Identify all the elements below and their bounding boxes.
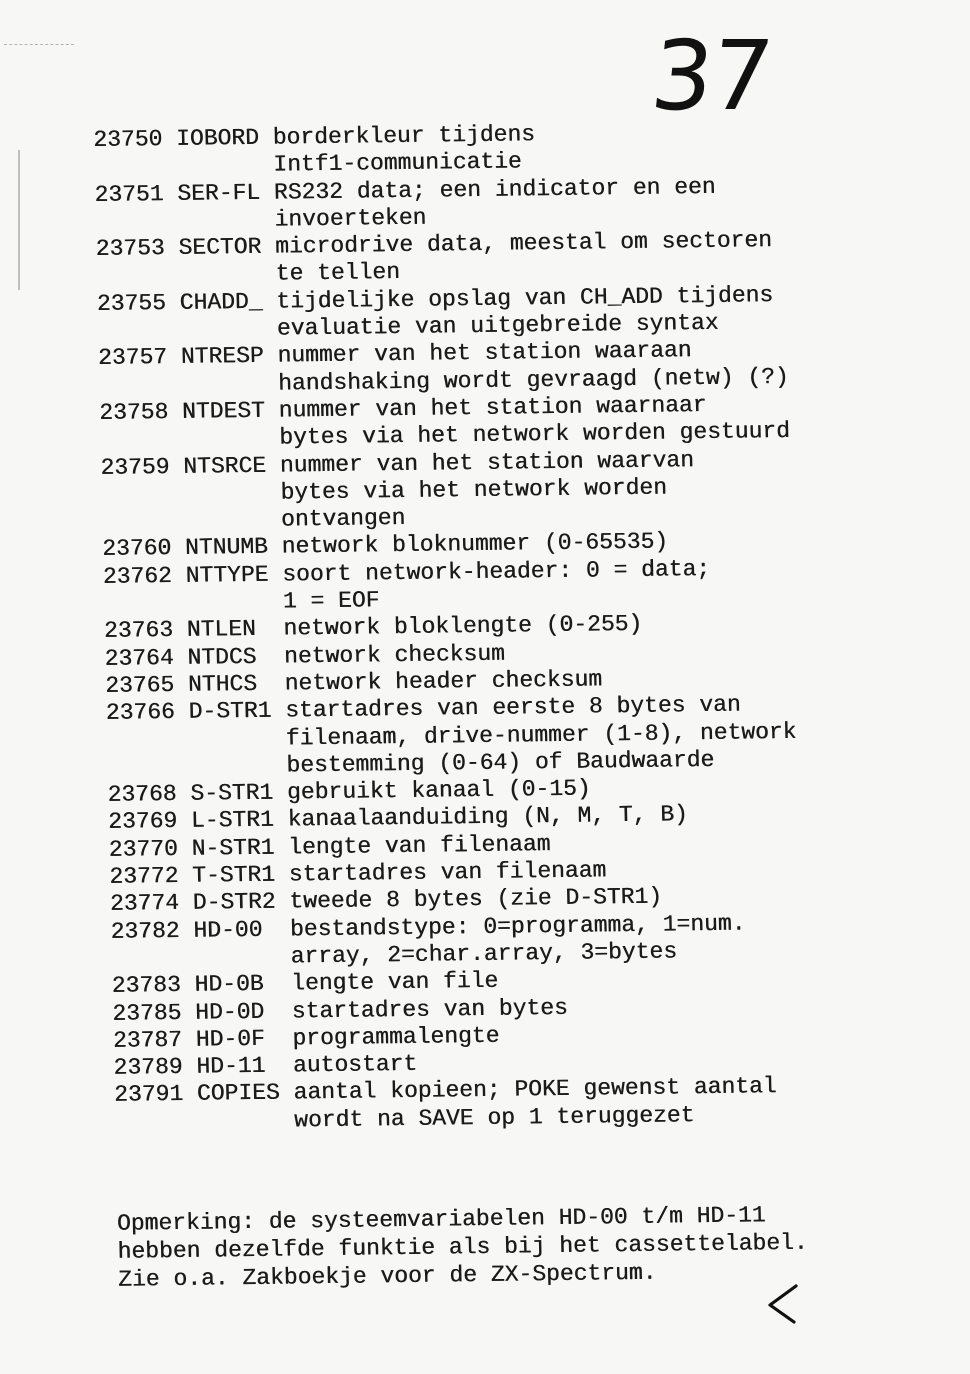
system-variables-list [93,118,809,1294]
sysvar-description [277,336,789,397]
description-line: lengte van filenaam [287,830,551,861]
sysvar-description [287,776,591,807]
description-line: invoerteken [274,204,427,233]
remark-line: Zie o.a. Zakboekje voor de ZX-Spectrum. [117,1259,657,1293]
sysvar-name: D-STR1 [188,697,272,726]
description-line: network bloknummer (0-65535) [281,528,669,561]
sysvar-description [274,173,717,233]
sysvar-name: L-STR1 [190,807,275,835]
description-line: bestandstype: 0=programma, 1=num. [289,910,746,943]
sysvar-name: D-STR2 [192,888,276,917]
description-line: bestemming (0-64) of Baudwaarde [286,746,715,779]
sysvar-entry [94,173,785,237]
sysvar-description [272,121,535,179]
sysvar-address: 23789 [113,1054,183,1081]
sysvar-address: 23791 [113,1081,184,1109]
sysvar-description [287,802,688,835]
description-line: kanaalaanduiding (N, M, T, B) [287,801,689,833]
sysvar-name: NTHCS [187,670,258,698]
description-line: array, 2=char.array, 3=bytes [290,938,678,970]
sysvar-entry [95,227,786,291]
description-line: te tellen [275,259,401,288]
description-line: startadres van bytes [291,994,569,1024]
sysvar-entry [98,336,789,400]
description-line: programmalengte [292,1022,500,1052]
sysvar-address: 23770 [108,835,179,863]
remark-line: Opmerking: de systeemvariabelen HD-00 t/m HD-11 [116,1202,766,1237]
sysvar-description [288,857,606,888]
sysvar-name: CHADD_ [179,288,263,316]
sysvar-address: 23750 [93,126,163,153]
description-line: evaluatie van uitgebreide syntax [276,309,719,342]
sysvar-name: NTRESP [180,343,264,371]
sysvar-name: NTNUMB [184,534,269,562]
sysvar-name: HD-00 [193,916,263,944]
sysvar-entry [93,118,784,182]
description-line: startadres van eerste 8 bytes van [284,691,741,724]
description-line: filenaam, drive-nummer (1-8), network [285,718,797,752]
sysvar-name: NTDEST [181,397,266,425]
sysvar-name: HD-0F [195,1025,266,1053]
description-line: nummer van het station waarnaar [278,391,707,424]
sysvar-description [284,640,505,670]
sysvar-address: 23782 [110,917,180,945]
sysvar-address: 23766 [105,699,176,727]
sysvar-address: 23751 [94,180,164,208]
description-line: lengte van file [290,967,499,997]
description-line: 1 = EOF [282,587,380,615]
sysvar-description [282,556,711,616]
sysvar-address: 23769 [107,808,178,836]
sysvar-address: 23787 [112,1026,183,1054]
remark-note [117,1201,809,1294]
sysvar-description [275,227,773,288]
sysvar-address: 23763 [103,617,174,645]
description-line: handshaking wordt gevraagd (netw) (?) [277,363,789,397]
sysvar-address: 23757 [97,344,168,372]
sysvar-entry [103,555,794,619]
scan-edge-line [18,150,20,290]
description-line: nummer van het station waarvan [279,446,695,479]
description-line: ontvangen [280,505,406,533]
sysvar-address: 23753 [95,235,165,263]
sysvar-name: HD-0D [194,998,265,1026]
sysvar-name: IOBORD [175,124,260,152]
sysvar-address: 23765 [104,671,175,699]
description-line: network header checksum [284,666,603,697]
sysvar-description [276,282,774,343]
sysvar-name: HD-0B [194,971,264,998]
sysvar-entry [100,445,792,536]
description-line: startadres van filenaam [288,857,607,888]
description-line: nummer van het station waaraan [277,337,692,369]
sysvar-description [293,1074,777,1135]
description-line: gebruikt kanaal (0-15) [286,775,591,806]
sysvar-name: HD-11 [196,1052,266,1080]
description-line: bytes via het network worden [280,474,668,506]
sysvar-entry [110,909,801,973]
sysvar-address: 23785 [112,999,182,1027]
sysvar-name: T-STR1 [191,861,276,889]
sysvar-entry [99,391,790,455]
description-line: microdrive data, meestal om sectoren [274,227,773,260]
description-line: aantal kopieen; POKE gewenst aantal [293,1073,777,1106]
sysvar-address: 23758 [98,399,169,426]
sysvar-description [291,968,499,998]
description-line: Intf1-communicatie [273,148,523,178]
sysvar-description [280,447,696,534]
sysvar-description [292,1023,500,1053]
description-line: soort network-header: 0 = data; [281,555,711,588]
sysvar-address: 23772 [109,862,179,890]
description-line: network bloklengte (0-255) [283,611,643,642]
sysvar-address: 23759 [100,453,170,481]
description-line: wordt na SAVE op 1 teruggezet [293,1101,695,1134]
handwritten-arrow-mark [762,1280,806,1328]
sysvar-description [278,391,790,452]
description-line: autostart [292,1050,418,1079]
sysvar-name: SECTOR [178,233,262,262]
sysvar-name: N-STR1 [191,834,275,862]
sysvar-address: 23783 [111,972,182,1000]
sysvar-description [288,831,551,862]
description-line: borderkleur tijdens [272,121,536,151]
description-line: tweede 8 bytes (zie D-STR1) [289,883,663,915]
sysvar-name: NTLEN [186,616,257,644]
sysvar-name: S-STR1 [190,779,274,807]
sysvar-address: 23760 [101,535,172,563]
scan-edge-mark [4,44,74,45]
sysvar-entry [114,1073,805,1137]
remark-line: hebben dezelfde funktie als bij het cassettelabel. [117,1229,808,1265]
description-line: bytes via het network worden gestuurd [278,418,791,451]
sysvar-description [285,691,797,780]
sysvar-name: NTSRCE [182,452,267,480]
sysvar-name: NTDCS [187,643,257,671]
sysvar-name: NTTYPE [185,561,269,589]
sysvar-entry [106,691,798,782]
sysvar-description [284,666,602,697]
sysvar-entry [97,282,788,346]
sysvar-address: 23774 [109,890,180,918]
description-line: RS232 data; een indicator en een [273,173,716,206]
sysvar-description [290,910,747,971]
description-line: tijdelijke opslag van CH_ADD tijdens [275,281,774,315]
sysvar-description [293,1051,418,1080]
page-number: 37 [646,20,777,132]
sysvar-description [283,611,642,643]
sysvar-address: 23768 [107,781,177,808]
sysvar-name: COPIES [196,1080,281,1108]
sysvar-address: 23755 [96,289,167,317]
sysvar-address: 23764 [104,644,174,672]
sysvar-description [291,994,568,1025]
sysvar-address: 23762 [102,562,173,590]
sysvar-name: SER-FL [176,179,261,207]
description-line: network checksum [283,640,506,670]
